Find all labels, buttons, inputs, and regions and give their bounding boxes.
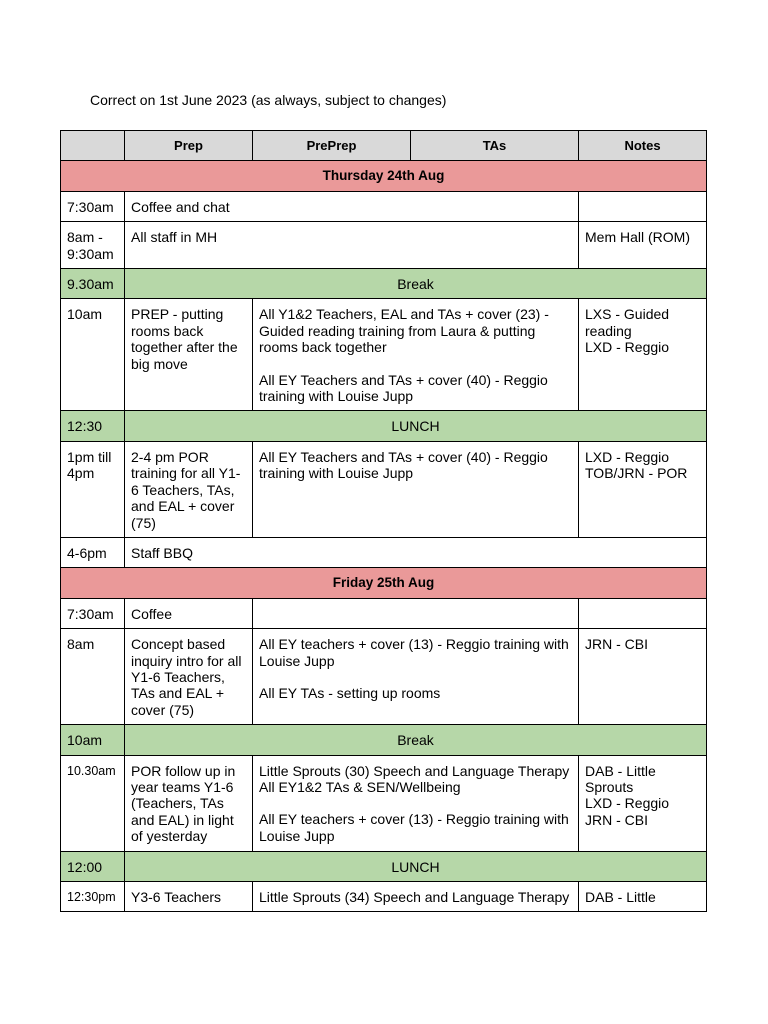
header-tas: TAs: [411, 131, 579, 161]
table-row: [61, 629, 707, 725]
cell-paragraph: All EY TAs - setting up rooms: [259, 684, 441, 701]
table-row: [61, 537, 707, 567]
table-row: [61, 222, 707, 269]
prep-cell: Coffee: [125, 598, 253, 628]
table-row: [61, 882, 707, 912]
lunch-row: [61, 411, 707, 441]
time-cell: 8am - 9:30am: [61, 222, 125, 269]
prep-cell: POR follow up in year teams Y1-6 (Teachers, TAs and EAL) in light of yesterday: [125, 755, 253, 851]
prep-cell: PREP - putting rooms back together after the big move: [125, 299, 253, 411]
note-line: LXD - Reggio: [585, 448, 670, 465]
day-heading: Thursday 24th Aug: [61, 161, 707, 191]
header-preprep: PrePrep: [253, 131, 411, 161]
time-cell: 12:00: [61, 851, 125, 881]
cell-paragraph: All EY teachers + cover (13) - Reggio training with Louise Jupp: [259, 636, 569, 669]
time-cell: 10.30am: [61, 755, 125, 851]
notes-cell: [579, 191, 707, 221]
break-row: [61, 269, 707, 299]
document-caption: Correct on 1st June 2023 (as always, subject to changes): [90, 92, 447, 108]
lunch-label: LUNCH: [125, 411, 707, 441]
prep-cell: Concept based inquiry intro for all Y1-6 Teachers, TAs and EAL + cover (75): [125, 629, 253, 725]
table-row: [61, 441, 707, 537]
time-cell: 1pm till 4pm: [61, 441, 125, 537]
cell-paragraph: All Y1&2 Teachers, EAL and TAs + cover (23) - Guided reading training from Laura & putting rooms back together: [259, 306, 549, 356]
cell-line: Little Sprouts (30) Speech and Language Therapy: [259, 762, 570, 779]
preprep-tas-cell: [253, 755, 579, 851]
time-cell: 4-6pm: [61, 537, 125, 567]
cell-paragraph: All EY teachers + cover (13) - Reggio training with Louise Jupp: [259, 811, 569, 844]
activity-cell: Coffee and chat: [125, 191, 579, 221]
table-row: [61, 191, 707, 221]
notes-cell: JRN - CBI: [579, 629, 707, 725]
table-row: [61, 598, 707, 628]
cell-paragraph: All EY Teachers and TAs + cover (40) - Reggio training with Louise Jupp: [259, 371, 548, 405]
header-time: [61, 131, 125, 161]
time-cell: 7:30am: [61, 191, 125, 221]
cell-line: All EY1&2 TAs & SEN/Wellbeing: [259, 778, 461, 795]
preprep-tas-cell: Little Sprouts (34) Speech and Language Therapy: [253, 882, 579, 912]
notes-cell: [579, 299, 707, 411]
break-label: Break: [125, 725, 707, 755]
time-cell: 10am: [61, 725, 125, 755]
note-line: DAB - Little Sprouts: [585, 762, 656, 795]
activity-cell: Staff BBQ: [125, 537, 707, 567]
day-row-friday: [61, 568, 707, 598]
table-row: [61, 755, 707, 851]
time-cell: 12:30pm: [61, 882, 125, 912]
note-line: LXD - Reggio: [585, 339, 670, 356]
lunch-label: LUNCH: [125, 851, 707, 881]
preprep-tas-cell: [253, 598, 579, 628]
activity-cell: All staff in MH: [125, 222, 579, 269]
break-row: [61, 725, 707, 755]
time-cell: 12:30: [61, 411, 125, 441]
note-line: LXS - Guided reading: [585, 306, 670, 339]
lunch-row: [61, 851, 707, 881]
note-line: TOB/JRN - POR: [585, 465, 688, 482]
notes-cell: Mem Hall (ROM): [579, 222, 707, 269]
note-line: LXD - Reggio: [585, 795, 670, 812]
header-notes: Notes: [579, 131, 707, 161]
table-row: [61, 299, 707, 411]
notes-cell: DAB - Little: [579, 882, 707, 912]
preprep-tas-cell: [253, 299, 579, 411]
preprep-tas-cell: All EY Teachers and TAs + cover (40) - Reggio training with Louise Jupp: [253, 441, 579, 537]
day-row-thursday: [61, 161, 707, 191]
prep-cell: 2-4 pm POR training for all Y1-6 Teachers, TAs, and EAL + cover (75): [125, 441, 253, 537]
day-heading: Friday 25th Aug: [61, 568, 707, 598]
notes-cell: [579, 598, 707, 628]
notes-cell: [579, 441, 707, 537]
time-cell: 9.30am: [61, 269, 125, 299]
header-prep: Prep: [125, 131, 253, 161]
schedule-table: [60, 130, 707, 912]
notes-cell: [579, 755, 707, 851]
preprep-tas-cell: [253, 629, 579, 725]
time-cell: 7:30am: [61, 598, 125, 628]
time-cell: 8am: [61, 629, 125, 725]
break-label: Break: [125, 269, 707, 299]
time-cell: 10am: [61, 299, 125, 411]
table-header-row: [61, 131, 707, 161]
note-line: JRN - CBI: [585, 811, 648, 828]
prep-cell: Y3-6 Teachers: [125, 882, 253, 912]
